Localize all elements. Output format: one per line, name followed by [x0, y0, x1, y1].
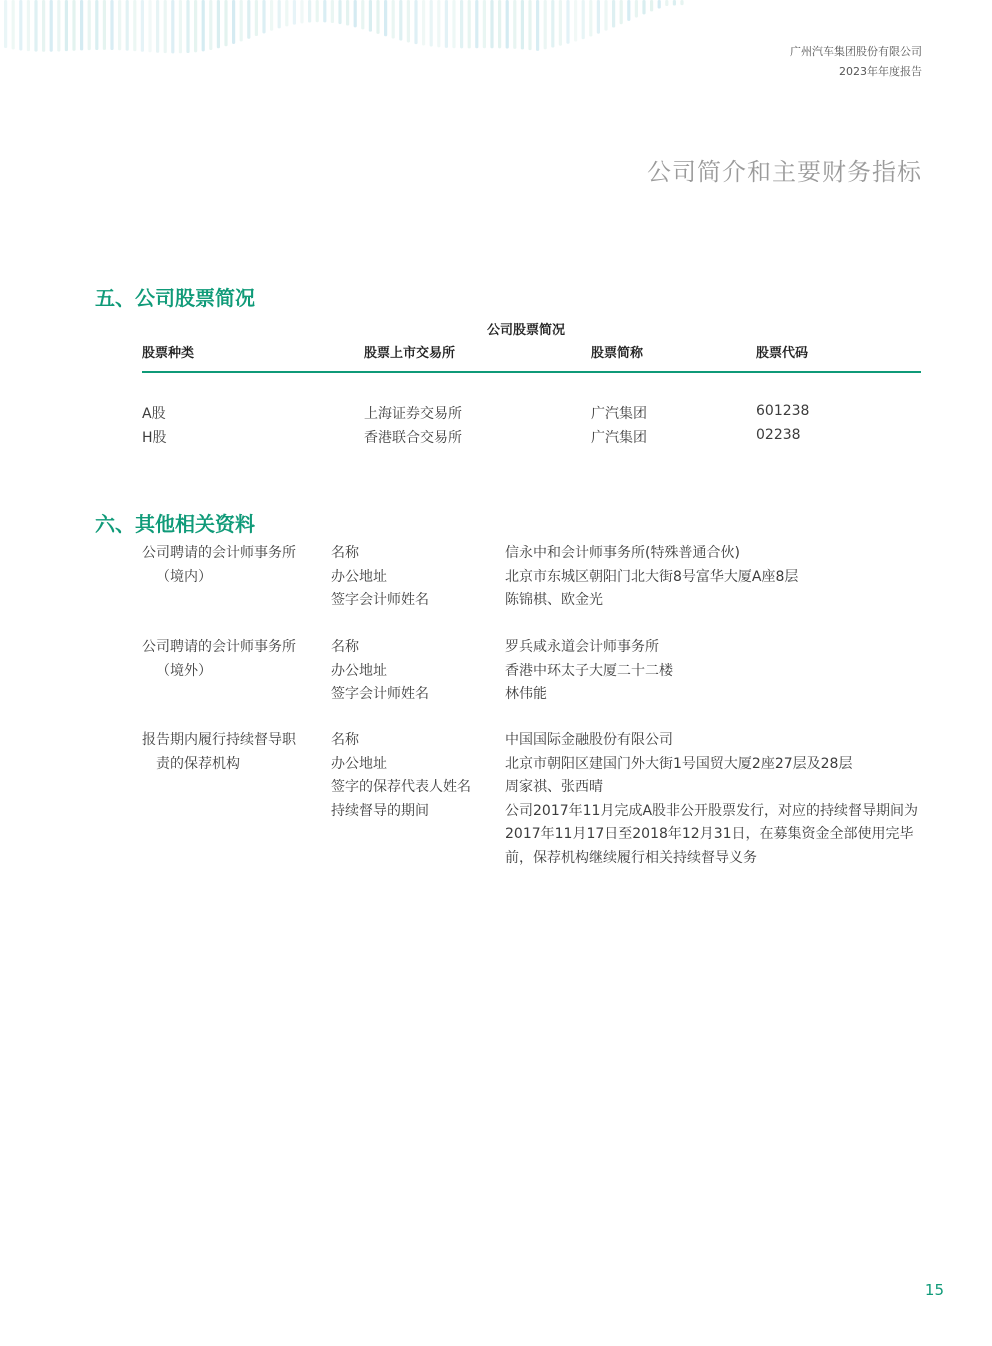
info-label: 名称	[331, 545, 359, 561]
decoration-stripe	[407, 0, 410, 42]
decoration-stripe	[118, 0, 121, 50]
header-company-name: 广州汽车集团股份有限公司	[790, 45, 922, 58]
stock-table-cell: H股	[142, 430, 167, 446]
decoration-stripe	[635, 0, 638, 18]
info-category-line: 报告期内履行持续督导职	[142, 732, 296, 748]
stock-table-header: 股票上市交易所	[364, 346, 456, 361]
header-decoration	[0, 0, 700, 90]
info-value: 林伟能	[505, 686, 547, 702]
decoration-stripe	[57, 0, 60, 51]
chapter-title: 公司简介和主要财务指标	[647, 158, 922, 186]
decoration-stripe	[262, 0, 265, 33]
decoration-stripe	[354, 0, 357, 27]
decoration-stripe	[536, 0, 539, 51]
header-report-title: 2023年年度报告	[839, 65, 922, 78]
info-label: 办公地址	[331, 755, 387, 772]
decoration-stripe	[658, 0, 661, 9]
info-category	[142, 636, 322, 683]
decoration-stripe	[72, 0, 75, 51]
decoration-stripe	[293, 0, 296, 25]
info-value: 香港中环太子大厦二十二楼	[505, 662, 673, 679]
decoration-stripe	[612, 0, 615, 27]
decoration-stripe	[141, 0, 144, 52]
decoration-stripe	[179, 0, 182, 53]
decoration-stripe	[217, 0, 220, 48]
decoration-stripe	[202, 0, 205, 51]
info-category	[142, 542, 322, 589]
decoration-stripe	[589, 0, 592, 37]
info-label: 名称	[331, 639, 359, 655]
stock-table-cell: 广汽集团	[591, 406, 647, 422]
decoration-stripe	[673, 0, 676, 6]
info-category-line: 公司聘请的会计师事务所	[142, 545, 296, 561]
decoration-stripe	[369, 0, 372, 32]
decoration-stripe	[376, 0, 379, 34]
decoration-stripe	[521, 0, 524, 49]
info-category-line: （境内）	[156, 568, 212, 585]
stock-table-cell: 02238	[756, 427, 801, 443]
info-label: 签字的保荐代表人姓名	[331, 779, 471, 795]
info-value: 北京市东城区朝阳门北大街8号富华大厦A座8层	[505, 568, 799, 585]
decoration-stripe	[240, 0, 243, 41]
decoration-stripe	[650, 0, 653, 11]
info-value: 中国国际金融股份有限公司	[505, 732, 673, 748]
stock-table-cell: 香港联合交易所	[364, 430, 462, 446]
decoration-stripe	[665, 0, 668, 6]
decoration-stripe	[414, 0, 417, 44]
decoration-stripe	[566, 0, 569, 44]
decoration-stripe	[255, 0, 258, 36]
stock-table-cell: 601238	[756, 403, 810, 419]
decoration-stripe	[110, 0, 113, 50]
decoration-stripe	[680, 0, 683, 5]
info-label: 签字会计师姓名	[331, 686, 429, 702]
stock-table-cell: A股	[142, 406, 166, 422]
decoration-stripe	[513, 0, 516, 49]
decoration-stripe	[270, 0, 273, 31]
info-label: 办公地址	[331, 568, 387, 585]
decoration-stripe	[506, 0, 509, 49]
info-label: 办公地址	[331, 662, 387, 679]
info-category-line: （境外）	[156, 662, 212, 679]
info-category-line: 责的保荐机构	[156, 755, 240, 772]
decoration-stripe	[164, 0, 167, 53]
section-heading-stock-overview: 五、公司股票简况	[95, 286, 255, 310]
decoration-stripe	[361, 0, 364, 29]
info-value: 陈锦棋、欧金光	[505, 592, 603, 608]
info-labels	[331, 636, 501, 707]
info-label: 名称	[331, 732, 359, 748]
decoration-stripe	[19, 0, 22, 50]
decoration-stripe	[4, 0, 7, 48]
decoration-stripe	[156, 0, 159, 53]
stock-table-caption: 公司股票简况	[487, 323, 566, 338]
decoration-stripe	[278, 0, 281, 28]
decoration-stripe	[50, 0, 53, 52]
stock-table-header: 股票简称	[591, 346, 644, 361]
decoration-stripe	[490, 0, 493, 48]
decoration-stripe	[338, 0, 341, 24]
decoration-stripe	[452, 0, 455, 48]
decoration-stripe	[224, 0, 227, 46]
info-label: 签字会计师姓名	[331, 592, 429, 608]
decoration-stripe	[551, 0, 554, 48]
decoration-stripe	[483, 0, 486, 48]
decoration-stripe	[285, 0, 288, 26]
decoration-stripe	[323, 0, 326, 22]
decoration-stripe	[399, 0, 402, 41]
decoration-stripe	[308, 0, 311, 23]
info-label: 持续督导的期间	[331, 802, 429, 819]
decoration-stripe	[604, 0, 607, 31]
info-category	[142, 729, 322, 776]
section-heading-other-info: 六、其他相关资料	[95, 512, 255, 536]
decoration-stripe	[597, 0, 600, 34]
info-value: 北京市朝阳区建国门外大街1号国贸大厦2座27层及28层	[505, 755, 853, 772]
decoration-stripe	[316, 0, 319, 22]
info-values	[505, 729, 925, 870]
info-value: 周家祺、张西晴	[505, 779, 603, 795]
decoration-stripe	[582, 0, 585, 39]
info-value: 信永中和会计师事务所(特殊普通合伙)	[505, 545, 740, 561]
decoration-stripe	[559, 0, 562, 46]
page-number: 15	[924, 1281, 944, 1299]
decoration-stripe	[475, 0, 478, 48]
decoration-stripe	[194, 0, 197, 52]
decoration-stripe	[103, 0, 106, 50]
info-values	[505, 542, 925, 613]
info-labels	[331, 729, 501, 823]
decoration-stripe	[430, 0, 433, 47]
decoration-stripe	[65, 0, 68, 51]
decoration-stripe	[95, 0, 98, 50]
info-category-line: 公司聘请的会计师事务所	[142, 639, 296, 655]
decoration-stripe	[346, 0, 349, 26]
decoration-stripe	[171, 0, 174, 53]
decoration-stripe	[627, 0, 630, 21]
info-value: 公司2017年11月完成A股非公开股票发行，对应的持续督导期间为2017年11月17日至2018年12月31日，在募集资金全部使用完毕前，保荐机构继续履行相关持续督导义务	[505, 802, 919, 866]
stock-table-divider	[142, 371, 921, 373]
decoration-stripe	[620, 0, 623, 24]
decoration-stripe	[186, 0, 189, 53]
stock-table-header: 股票代码	[756, 346, 809, 361]
decoration-stripe	[422, 0, 425, 45]
decoration-stripe	[209, 0, 212, 50]
decoration-stripe	[384, 0, 387, 36]
decoration-stripe	[468, 0, 471, 48]
decoration-stripe	[34, 0, 37, 52]
stock-table-header: 股票种类	[142, 346, 195, 361]
decoration-stripe	[544, 0, 547, 49]
decoration-stripe	[148, 0, 151, 52]
decoration-stripe	[126, 0, 129, 51]
info-values	[505, 636, 925, 707]
info-labels	[331, 542, 501, 613]
decoration-stripe	[574, 0, 577, 42]
decoration-stripe	[80, 0, 83, 50]
decoration-stripe	[300, 0, 303, 23]
decoration-stripe	[498, 0, 501, 48]
decoration-stripe	[232, 0, 235, 44]
decoration-stripe	[27, 0, 30, 51]
decoration-stripe	[392, 0, 395, 38]
decoration-stripe	[42, 0, 45, 52]
decoration-stripe	[12, 0, 15, 49]
decoration-stripe	[445, 0, 448, 48]
decoration-stripe	[642, 0, 645, 14]
decoration-stripe	[437, 0, 440, 47]
info-value: 罗兵咸永道会计师事务所	[505, 639, 659, 655]
decoration-stripe	[133, 0, 136, 51]
stock-table-cell: 上海证券交易所	[364, 406, 462, 422]
decoration-stripe	[247, 0, 250, 39]
stock-table-cell: 广汽集团	[591, 430, 647, 446]
decoration-stripe	[88, 0, 91, 50]
decoration-stripe	[460, 0, 463, 48]
decoration-stripe	[331, 0, 334, 23]
decoration-stripe	[528, 0, 531, 50]
